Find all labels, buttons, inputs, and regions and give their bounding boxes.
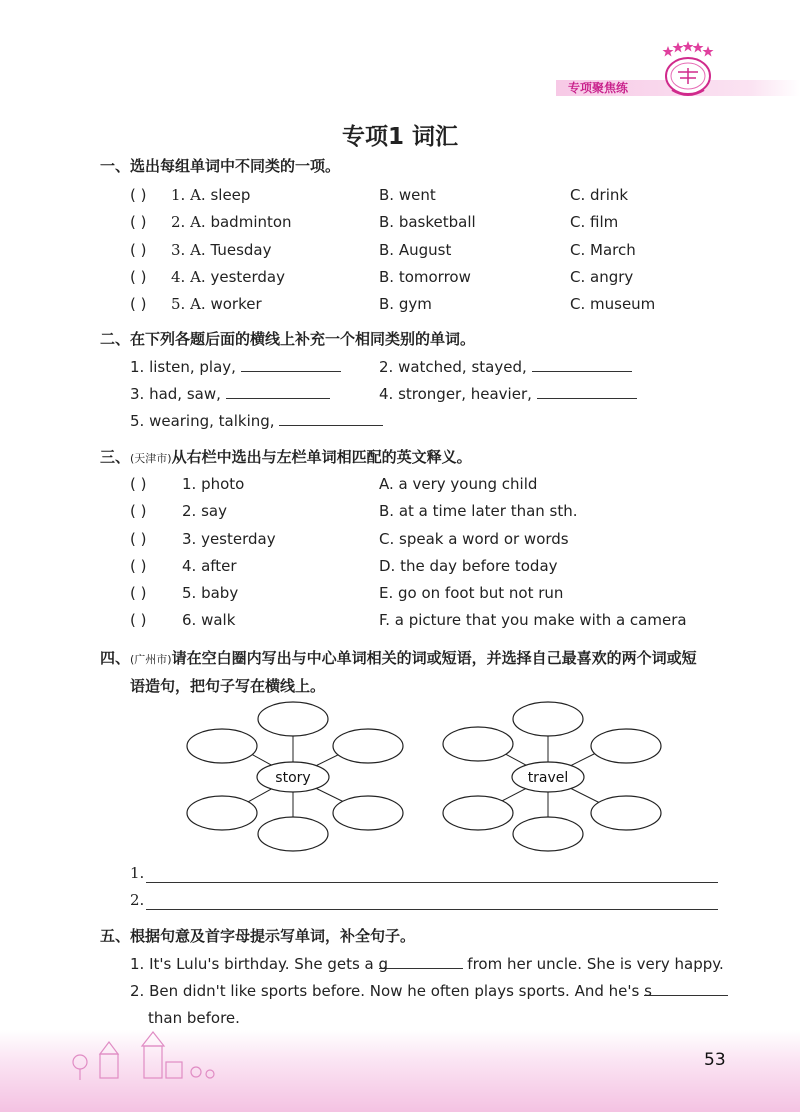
s3-right-f: F. a picture that you make with a camera — [379, 611, 687, 629]
map1-bubble-top-right[interactable] — [333, 729, 403, 763]
s1-q3-paren: ( ) — [130, 241, 147, 259]
s3-q4-paren: ( ) — [130, 557, 147, 575]
s3-q5-paren: ( ) — [130, 584, 147, 602]
map2-bubble-bottom[interactable] — [513, 817, 583, 851]
s3-left-2: 2. say — [182, 502, 227, 520]
s1-q5-a: worker — [210, 295, 262, 313]
s4-line1-label: 1. — [130, 864, 145, 882]
mind-maps — [180, 700, 680, 856]
s3-right-e: E. go on foot but not run — [379, 584, 564, 602]
s4-answer-line-1[interactable] — [146, 881, 718, 883]
s2-q3: 3. had, saw, — [130, 385, 221, 403]
s5-q2-pre: 2. Ben didn't like sports before. Now he often plays sports. And he's — [130, 982, 645, 1000]
section3-city: (天津市) — [130, 452, 172, 465]
s3-right-c: C. speak a word or words — [379, 530, 569, 548]
s3-right-b: B. at a time later than sth. — [379, 502, 578, 520]
s1-q4-num: 4. A. — [171, 268, 206, 286]
crown-seal-icon — [654, 40, 720, 98]
s1-q1-a: sleep — [210, 186, 251, 204]
map2-bubble-bottom-left[interactable] — [443, 796, 513, 830]
s3-left-4: 4. after — [182, 557, 237, 575]
s5-q1-post: from her uncle. She is very happy. — [462, 955, 724, 973]
s1-q2-c: C. film — [570, 213, 619, 231]
section4-heading-line2: 语造句，把句子写在横线上。 — [130, 677, 326, 695]
s3-left-1: 1. photo — [182, 475, 245, 493]
s1-q3-a: Tuesday — [210, 241, 272, 259]
map1-bubble-bottom-left[interactable] — [187, 796, 257, 830]
s1-q3-c: C. March — [570, 241, 636, 259]
section4-heading-line1: 请在空白圈内写出与中心单词相关的词或短语，并选择自己最喜欢的两个词或短 — [171, 649, 697, 667]
page-title: 专项1 词汇 — [341, 124, 458, 150]
map2-bubble-top-left[interactable] — [443, 727, 513, 761]
s3-left-6: 6. walk — [182, 611, 236, 629]
s2-q1-blank[interactable] — [241, 357, 341, 372]
s1-q5-num: 5. A. — [171, 295, 206, 313]
map2-center-word: travel — [527, 770, 569, 786]
map1-bubble-top[interactable] — [258, 702, 328, 736]
s2-q4: 4. stronger, heavier, — [379, 385, 532, 403]
s2-q2: 2. watched, stayed, — [379, 358, 527, 376]
s3-right-a: A. a very young child — [379, 475, 538, 493]
section-label: 专项聚焦练 — [568, 81, 629, 95]
s3-left-5: 5. baby — [182, 584, 239, 602]
s2-q1: 1. listen, play, — [130, 358, 236, 376]
s3-q3-paren: ( ) — [130, 530, 147, 548]
s1-q3-num: 3. A. — [171, 241, 206, 259]
s2-q5: 5. wearing, talking, — [130, 412, 275, 430]
section4-city: (广州市) — [130, 653, 172, 666]
s2-q5-blank[interactable] — [279, 411, 383, 426]
s1-q4-paren: ( ) — [130, 268, 147, 286]
s5-q1-letter: g — [378, 955, 389, 973]
s2-q4-blank[interactable] — [537, 384, 637, 399]
map1-bubble-bottom-right[interactable] — [333, 796, 403, 830]
section3-heading: 从右栏中选出与左栏单词相匹配的英文释义。 — [171, 448, 472, 466]
section5-heading: 五、根据句意及首字母提示写单词，补全句子。 — [100, 927, 416, 945]
s5-q2-cont: than before. — [148, 1009, 240, 1027]
s1-q1-c: C. drink — [570, 186, 629, 204]
s1-q5-b: B. gym — [379, 295, 432, 313]
s1-q5-paren: ( ) — [130, 295, 147, 313]
s1-q5-c: C. museum — [570, 295, 656, 313]
s3-q2-paren: ( ) — [130, 502, 147, 520]
s1-q1-num: 1. A. — [171, 186, 206, 204]
s5-q2-letter: s — [644, 982, 652, 1000]
map2-bubble-top[interactable] — [513, 702, 583, 736]
s5-q2-blank[interactable] — [644, 981, 728, 1000]
map1-bubble-top-left[interactable] — [187, 729, 257, 763]
castle-doodle-icon — [66, 1028, 226, 1084]
section4-prefix: 四、 — [100, 649, 131, 667]
section1-heading: 一、选出每组单词中不同类的一项。 — [100, 157, 341, 175]
s4-line2-label: 2. — [130, 891, 145, 909]
s1-q4-b: B. tomorrow — [379, 268, 471, 286]
s5-q1-blank[interactable] — [378, 954, 463, 973]
s1-q3-b: B. August — [379, 241, 452, 259]
s4-answer-line-2[interactable] — [146, 908, 718, 910]
s1-q2-a: badminton — [210, 213, 292, 231]
map1-center-word: story — [275, 770, 311, 786]
map1-bubble-bottom[interactable] — [258, 817, 328, 851]
s1-q2-num: 2. A. — [171, 213, 206, 231]
s5-q1-pre: 1. It's Lulu's birthday. She gets a — [130, 955, 379, 973]
s1-q4-a: yesterday — [210, 268, 285, 286]
s3-right-d: D. the day before today — [379, 557, 558, 575]
s1-q1-paren: ( ) — [130, 186, 147, 204]
s3-q6-paren: ( ) — [130, 611, 147, 629]
s1-q2-paren: ( ) — [130, 213, 147, 231]
section2-heading: 二、在下列各题后面的横线上补充一个相同类别的单词。 — [100, 330, 476, 348]
s2-q2-blank[interactable] — [532, 357, 632, 372]
s2-q3-blank[interactable] — [226, 384, 330, 399]
map2-bubble-bottom-right[interactable] — [591, 796, 661, 830]
s1-q2-b: B. basketball — [379, 213, 476, 231]
s1-q4-c: C. angry — [570, 268, 634, 286]
s3-left-3: 3. yesterday — [182, 530, 276, 548]
s3-q1-paren: ( ) — [130, 475, 147, 493]
page-number: 53 — [704, 1050, 726, 1070]
s1-q1-b: B. went — [379, 186, 436, 204]
section3-prefix: 三、 — [100, 448, 131, 466]
map2-bubble-top-right[interactable] — [591, 729, 661, 763]
